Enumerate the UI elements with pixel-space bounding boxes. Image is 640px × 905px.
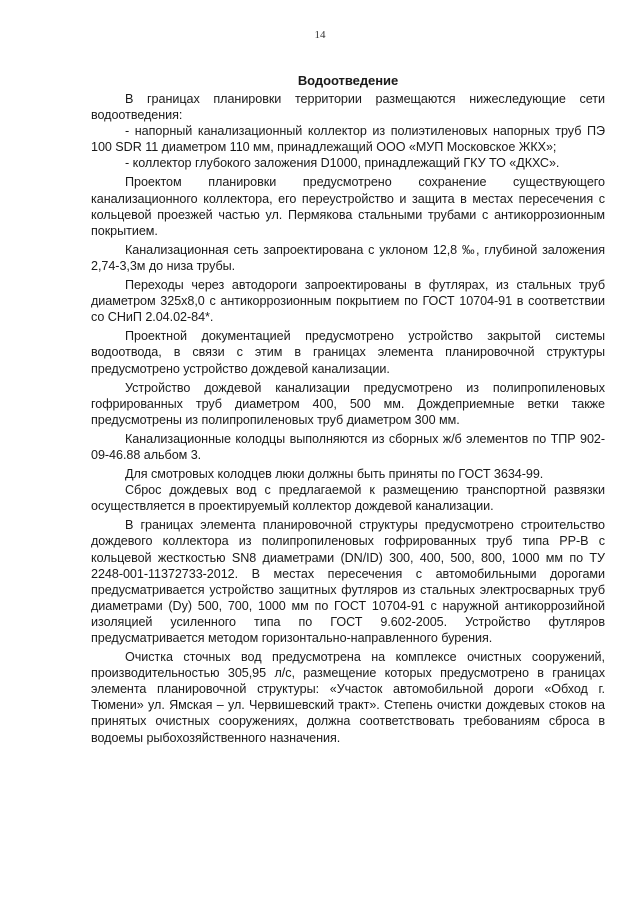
- paragraph-treatment: Очистка сточных вод предусмотрена на комплексе очистных сооружений, производительностью 305,95 л/с, размещение которых предусмотрено в границах элемента планировочной структуры: «Участок автомобильной дороги «Обход г. Тюмени» ул. Ямская – ул. Червишевский тракт». Степень очистки дождевых стоков на принятых очистных сооружениях, должна соответствовать требованиям сброса в водоемы рыбохозяйственного назначения.: [91, 650, 605, 745]
- paragraph-list-item-deep-collector: - коллектор глубокого заложения D1000, принадлежащий ГКУ ТО «ДКХС».: [125, 156, 560, 171]
- paragraph-closed-drainage: Проектной документацией предусмотрено устройство закрытой системы водоотвода, в связи с этим в границах элемента планировочной структуры предусмотрено устройство дождевой канализации.: [91, 329, 605, 376]
- paragraph-road-crossings: Переходы через автодороги запроектированы в футлярах, из стальных труб диаметром 325х8,0 с антикоррозионным покрытием по ГОСТ 10704-91 в соответствии со СНиП 2.04.02-84*.: [91, 278, 605, 325]
- paragraph-collector-preservation: Проектом планировки предусмотрено сохранение существующего канализационного коллектора, его переустройство и защита в местах пересечения с кольцевой проезжей частью ул. Пермякова стальными трубами с антикоррозионным покрытием.: [91, 175, 605, 238]
- section-title: Водоотведение: [297, 73, 399, 88]
- page-number: 14: [314, 29, 326, 41]
- paragraph-list-item-pressure-collector: - напорный канализационный коллектор из полиэтиленовых напорных труб ПЭ 100 SDR 11 диаметром 110 мм, принадлежащий ООО «МУП Московское ЖКХ»;: [91, 124, 605, 155]
- paragraph-slope: Канализационная сеть запроектирована с уклоном 12,8 ‰, глубиной заложения 2,74-3,3м до низа трубы.: [91, 242, 605, 273]
- paragraph-intro: В границах планировки территории размещаются нижеследующие сети водоотведения:: [91, 92, 605, 123]
- paragraph-storm-collector: В границах элемента планировочной структуры предусмотрено строительство дождевого коллектора из полипропиленовых гофрированных труб типа PP-B с кольцевой жесткостью SN8 диаметрами (DN/ID) 300, 400, 500, 800, 1000 мм по ТУ 2248-001-11372733-2012. В местах пересечения с автомобильными дорогами предусматривается устройство защитных футляров из стальных электросварных труб диаметрами (Dy) 500, 700, 1000 мм по ГОСТ 10704-91 с наружной антикоррозийной изоляцией усиленного типа по ГОСТ 9.602-2005. Устройство футляров предусматривается методом горизонтально-направленного бурения.: [91, 518, 605, 645]
- paragraph-storm-sewer-pipes: Устройство дождевой канализации предусмотрено из полипропиленовых гофрированных труб диаметром 400, 500 мм. Дождеприемные ветки также предусмотрены из полипропиленовых труб диаметром 300 мм.: [91, 380, 605, 427]
- paragraph-manholes: Канализационные колодцы выполняются из сборных ж/б элементов по ТПР 902-09-46.88 альбом 3.: [91, 431, 605, 462]
- paragraph-hatches: Для смотровых колодцев люки должны быть приняты по ГОСТ 3634-99.: [125, 467, 544, 482]
- paragraph-discharge: Сброс дождевых вод с предлагаемой к размещению транспортной развязки осуществляется в проектируемый коллектор дождевой канализации.: [91, 483, 605, 514]
- document-body: [91, 72, 605, 749]
